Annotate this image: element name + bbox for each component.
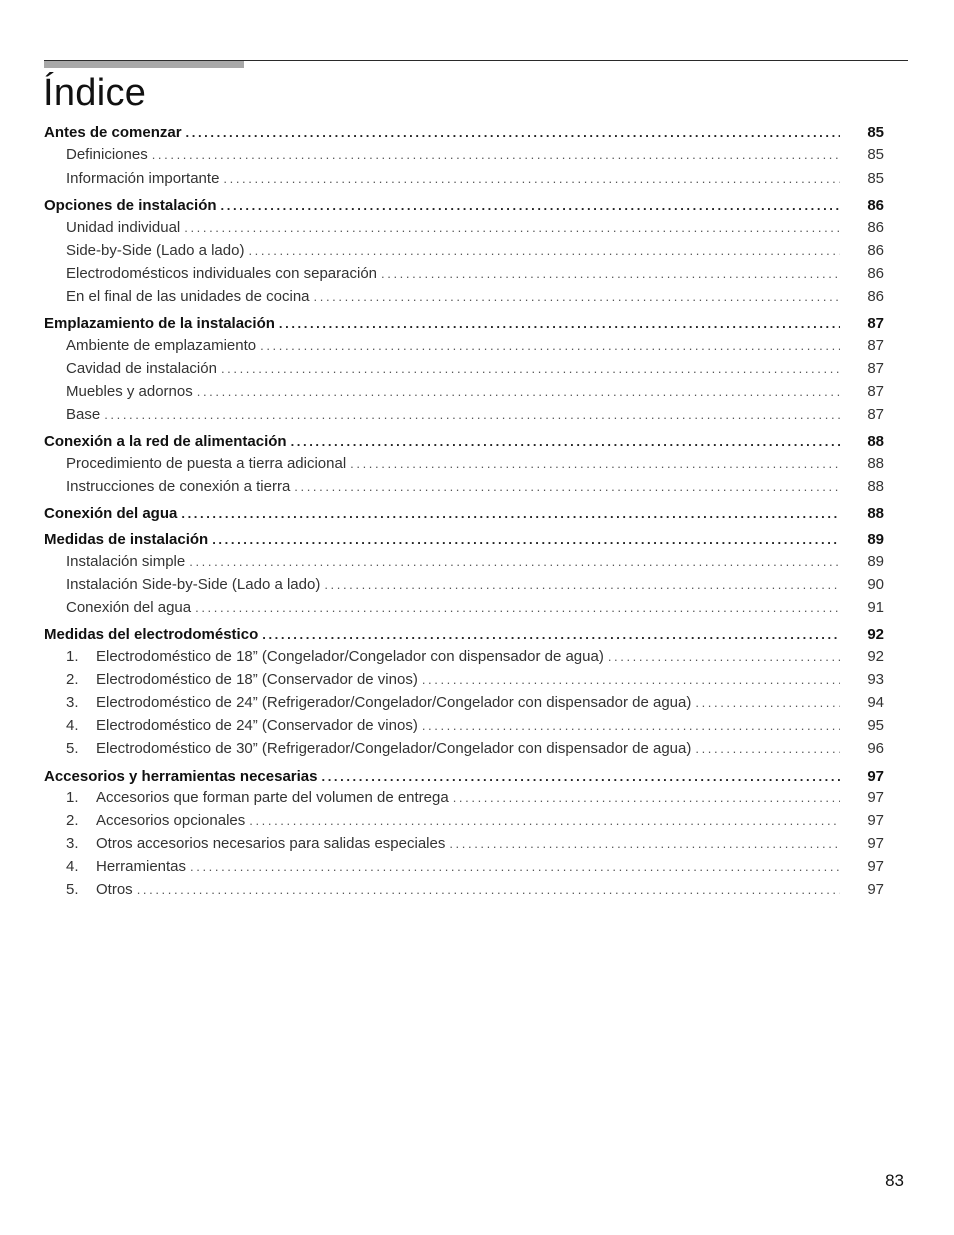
toc-page-number: 91 xyxy=(867,599,884,616)
toc-item-number: 1. xyxy=(66,789,79,806)
toc-section-entry[interactable] xyxy=(44,433,884,453)
toc-entry-label: Procedimiento de puesta a tierra adicional xyxy=(66,455,347,472)
toc-dot-leader xyxy=(294,479,840,494)
toc-subentry[interactable] xyxy=(66,455,884,475)
toc-item-number: 1. xyxy=(66,648,79,665)
toc-entry-label: Electrodoméstico de 24” (Refrigerador/Congelador/Congelador con dispensador de agua) xyxy=(96,694,692,711)
toc-dot-leader xyxy=(221,198,840,213)
toc-dot-leader xyxy=(350,456,840,471)
toc-dot-leader xyxy=(137,882,840,897)
toc-subentry[interactable] xyxy=(66,789,884,809)
toc-entry-label: Antes de comenzar xyxy=(44,124,182,141)
toc-page-number: 85 xyxy=(867,146,884,163)
toc-page-number: 88 xyxy=(867,505,884,522)
toc-page-number: 97 xyxy=(867,768,884,785)
toc-page-number: 97 xyxy=(867,858,884,875)
toc-item-number: 3. xyxy=(66,835,79,852)
toc-entry-label: En el final de las unidades de cocina xyxy=(66,288,310,305)
toc-dot-leader xyxy=(260,338,840,353)
toc-dot-leader xyxy=(181,506,840,521)
toc-entry-label: Electrodoméstico de 24” (Conservador de vinos) xyxy=(96,717,418,734)
toc-subentry[interactable] xyxy=(66,858,884,878)
toc-entry-label: Definiciones xyxy=(66,146,148,163)
toc-page-number: 97 xyxy=(867,789,884,806)
toc-section-entry[interactable] xyxy=(44,315,884,335)
toc-dot-leader xyxy=(152,147,840,162)
toc-dot-leader xyxy=(186,125,840,140)
toc-page-number: 86 xyxy=(867,288,884,305)
toc-entry-label: Herramientas xyxy=(96,858,187,875)
toc-section-entry[interactable] xyxy=(44,626,884,646)
toc-entry-label: Medidas del electrodoméstico xyxy=(44,626,259,643)
toc-entry-label: Accesorios que forman parte del volumen de entrega xyxy=(96,789,449,806)
toc-dot-leader xyxy=(608,649,840,664)
toc-page-number: 88 xyxy=(867,478,884,495)
toc-entry-label: Cavidad de instalación xyxy=(66,360,217,377)
toc-dot-leader xyxy=(449,836,840,851)
toc-page-number: 97 xyxy=(867,812,884,829)
toc-subentry[interactable] xyxy=(66,242,884,262)
toc-entry-label: Instalación Side-by-Side (Lado a lado) xyxy=(66,576,321,593)
toc-page-number: 89 xyxy=(867,553,884,570)
toc-page-number: 93 xyxy=(867,671,884,688)
toc-page-number: 97 xyxy=(867,881,884,898)
toc-entry-label: Información importante xyxy=(66,170,220,187)
toc-page-number: 94 xyxy=(867,694,884,711)
toc-item-number: 2. xyxy=(66,671,79,688)
toc-dot-leader xyxy=(279,316,840,331)
toc-page-number: 90 xyxy=(867,576,884,593)
toc-subentry[interactable] xyxy=(66,694,884,714)
toc-entry-label: Electrodoméstico de 30” (Refrigerador/Congelador/Congelador con dispensador de agua) xyxy=(96,740,692,757)
toc-dot-leader xyxy=(221,361,840,376)
toc-entry-label: Otros xyxy=(96,881,133,898)
toc-subentry[interactable] xyxy=(66,170,884,190)
toc-item-number: 5. xyxy=(66,881,79,898)
toc-subentry[interactable] xyxy=(66,812,884,832)
toc-entry-label: Conexión del agua xyxy=(66,599,192,616)
toc-dot-leader xyxy=(212,532,840,547)
toc-page-number: 85 xyxy=(867,170,884,187)
toc-item-number: 3. xyxy=(66,694,79,711)
toc-subentry[interactable] xyxy=(66,553,884,573)
toc-entry-label: Ambiente de emplazamiento xyxy=(66,337,257,354)
toc-subentry[interactable] xyxy=(66,835,884,855)
toc-entry-label: Opciones de instalación xyxy=(44,197,217,214)
toc-dot-leader xyxy=(453,790,840,805)
toc-entry-label: Conexión del agua xyxy=(44,505,178,522)
toc-dot-leader xyxy=(695,695,840,710)
toc-section-entry[interactable] xyxy=(44,768,884,788)
toc-subentry[interactable] xyxy=(66,599,884,619)
toc-entry-label: Muebles y adornos xyxy=(66,383,193,400)
toc-page-number: 87 xyxy=(867,337,884,354)
toc-dot-leader xyxy=(184,220,840,235)
toc-item-number: 4. xyxy=(66,858,79,875)
toc-section-entry[interactable] xyxy=(44,531,884,551)
toc-page-number: 87 xyxy=(867,383,884,400)
toc-entry-label: Conexión a la red de alimentación xyxy=(44,433,287,450)
toc-page-number: 86 xyxy=(867,197,884,214)
toc-entry-label: Emplazamiento de la instalación xyxy=(44,315,275,332)
toc-dot-leader xyxy=(223,171,840,186)
toc-entry-label: Side-by-Side (Lado a lado) xyxy=(66,242,245,259)
toc-page-number: 92 xyxy=(867,648,884,665)
toc-entry-label: Electrodoméstico de 18” (Conservador de vinos) xyxy=(96,671,418,688)
toc-subentry[interactable] xyxy=(66,265,884,285)
toc-entry-label: Medidas de instalación xyxy=(44,531,209,548)
toc-dot-leader xyxy=(189,554,840,569)
toc-subentry[interactable] xyxy=(66,337,884,357)
toc-dot-leader xyxy=(695,741,840,756)
toc-subentry[interactable] xyxy=(66,288,884,308)
toc-entry-label: Unidad individual xyxy=(66,219,181,236)
toc-subentry[interactable] xyxy=(66,478,884,498)
toc-page-number: 95 xyxy=(867,717,884,734)
toc-dot-leader xyxy=(322,769,841,784)
toc-page-number: 97 xyxy=(867,835,884,852)
toc-entry-label: Accesorios opcionales xyxy=(96,812,246,829)
toc-dot-leader xyxy=(381,266,840,281)
toc-page-number: 86 xyxy=(867,242,884,259)
toc-entry-label: Otros accesorios necesarios para salidas especiales xyxy=(96,835,446,852)
toc-dot-leader xyxy=(197,384,840,399)
toc-page-number: 92 xyxy=(867,626,884,643)
toc-dot-leader xyxy=(248,243,840,258)
toc-dot-leader xyxy=(190,859,840,874)
toc-entry-label: Electrodoméstico de 18” (Congelador/Congelador con dispensador de agua) xyxy=(96,648,604,665)
toc-entry-label: Electrodomésticos individuales con separación xyxy=(66,265,378,282)
toc-subentry[interactable] xyxy=(66,360,884,380)
toc-entry-label: Instalación simple xyxy=(66,553,186,570)
toc-page-number: 89 xyxy=(867,531,884,548)
toc-entry-label: Instrucciones de conexión a tierra xyxy=(66,478,291,495)
toc-page-number: 87 xyxy=(867,315,884,332)
toc-subentry[interactable] xyxy=(66,576,884,596)
toc-page-number: 87 xyxy=(867,360,884,377)
toc-dot-leader xyxy=(195,600,840,615)
toc-item-number: 2. xyxy=(66,812,79,829)
toc-subentry[interactable] xyxy=(66,648,884,668)
toc-subentry[interactable] xyxy=(66,671,884,691)
toc-page-number: 96 xyxy=(867,740,884,757)
toc-dot-leader xyxy=(314,289,840,304)
toc-page-number: 85 xyxy=(867,124,884,141)
toc-dot-leader xyxy=(104,407,840,422)
toc-subentry[interactable] xyxy=(66,219,884,239)
page-title: Índice xyxy=(43,72,147,114)
toc-entry-label: Accesorios y herramientas necesarias xyxy=(44,768,318,785)
toc-dot-leader xyxy=(249,813,840,828)
toc-dot-leader xyxy=(422,718,840,733)
toc-section-entry[interactable] xyxy=(44,505,884,525)
toc-subentry[interactable] xyxy=(66,406,884,426)
toc-entry-label: Base xyxy=(66,406,101,423)
page-number: 83 xyxy=(885,1171,904,1190)
toc-subentry[interactable] xyxy=(66,383,884,403)
toc-subentry[interactable] xyxy=(66,740,884,760)
toc-item-number: 4. xyxy=(66,717,79,734)
toc-dot-leader xyxy=(291,434,840,449)
toc-page-number: 88 xyxy=(867,455,884,472)
toc-item-number: 5. xyxy=(66,740,79,757)
toc-section-entry[interactable] xyxy=(44,124,884,144)
toc-page-number: 87 xyxy=(867,406,884,423)
toc-page-number: 86 xyxy=(867,265,884,282)
toc-page-number: 88 xyxy=(867,433,884,450)
toc-section-entry[interactable] xyxy=(44,197,884,217)
toc-subentry[interactable] xyxy=(66,717,884,737)
toc-dot-leader xyxy=(422,672,840,687)
toc-dot-leader xyxy=(262,627,840,642)
toc-page-number: 86 xyxy=(867,219,884,236)
toc-subentry[interactable] xyxy=(66,146,884,166)
toc-subentry[interactable] xyxy=(66,881,884,901)
toc-dot-leader xyxy=(324,577,840,592)
